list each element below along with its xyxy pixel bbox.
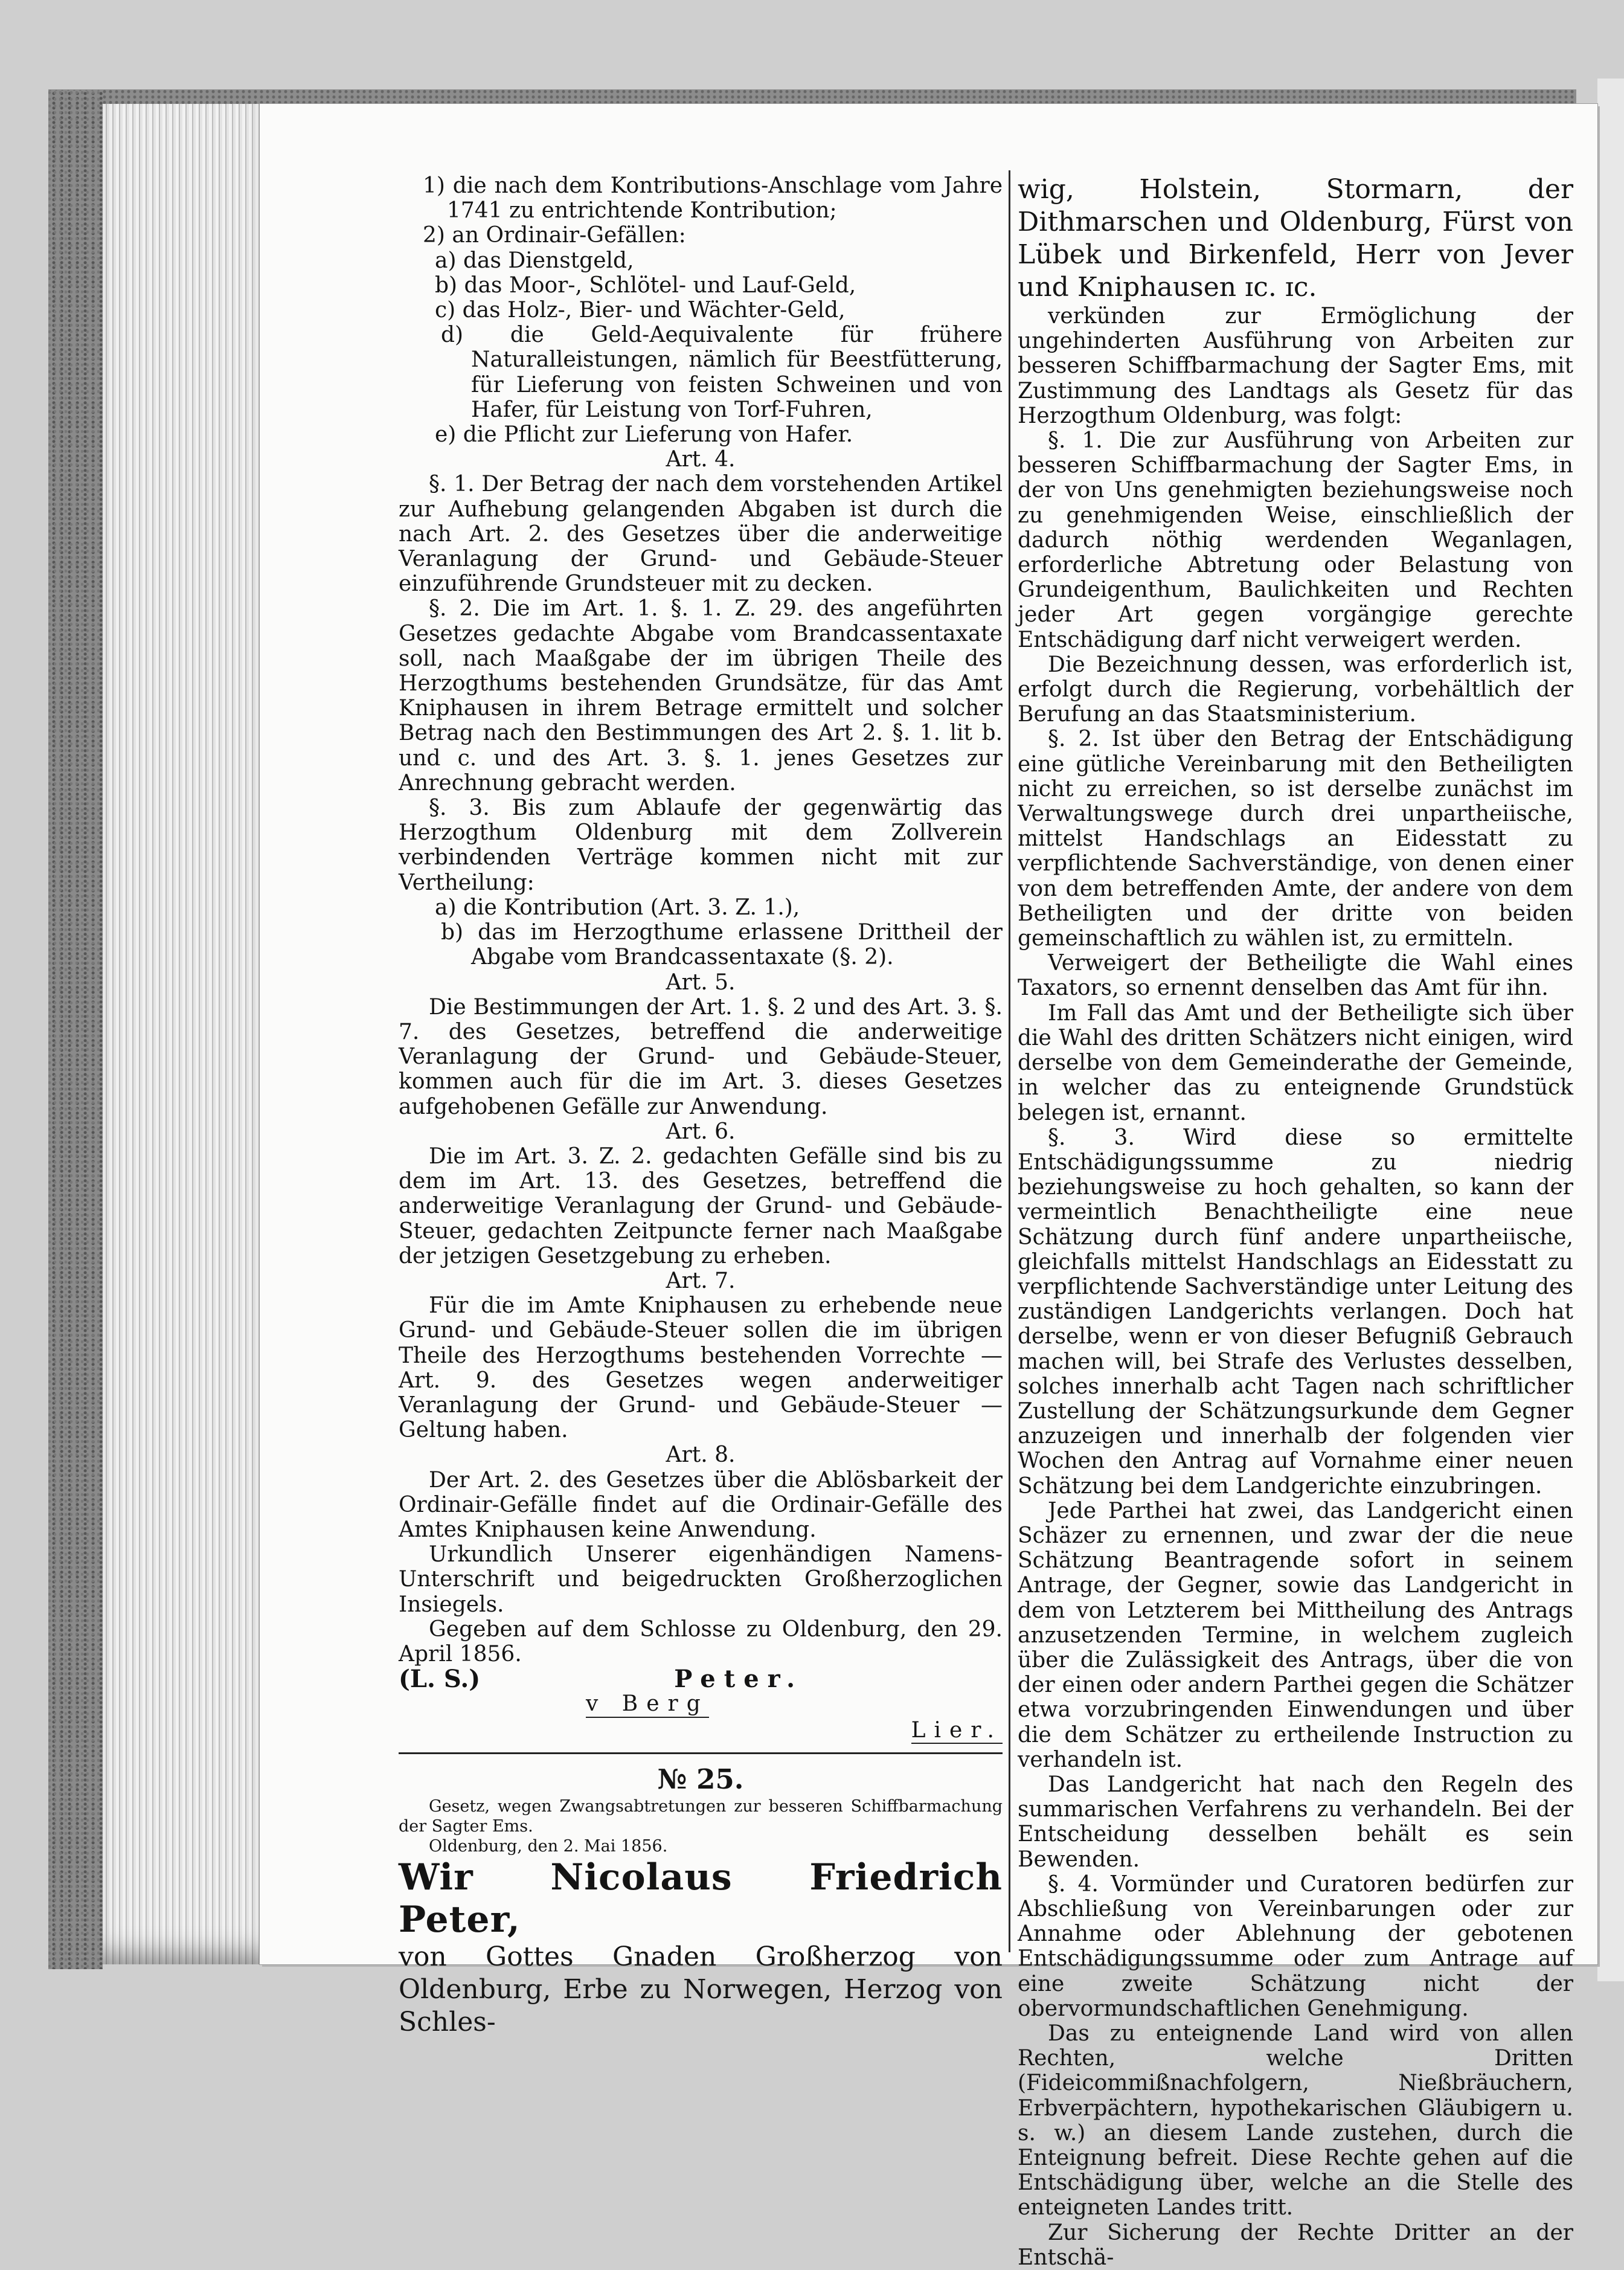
left-paragraph: b) das im Herzogthume erlassene Drittheil der Abgabe vom Brandcassentaxate (§. 2). (441, 920, 1003, 970)
left-paragraph: §. 3. Bis zum Ablaufe der gegenwärtig das Herzogthum Oldenburg mit dem Zollverein verbindenden Verträge kommen nicht mit zur Vertheilung: (399, 796, 1003, 895)
left-paragraph: a) das Dienstgeld, (435, 248, 634, 273)
left-paragraph: Art. 6. (666, 1119, 736, 1144)
right-column (1018, 173, 1573, 2270)
left-paragraph: Für die im Amte Kniphausen zu erhebende neue Grund- und Gebäude-Steuer sollen die im übrigen Theile des Herzogthums bestehenden Vorrechte — Art. 9. des Gesetzes wegen anderweitiger Veranlagung der Grund- und Gebäude-Steuer — Geltung haben. (399, 1293, 1003, 1443)
right-heading: wig, Holstein, Stormarn, der Dithmarschen und Oldenburg, Fürst von Lübek und Birkenfeld, Herr von Jever und Kniphausen ɪc. ɪc. (1018, 174, 1573, 303)
right-paragraph: Das zu enteignende Land wird von allen Rechten, welche Dritten (Fideicommißnachfolgern, Nießbräuchern, Erbverpächtern, hypothekarischen Gläubigern u. s. w.) an diesem Lande zustehen, durch die Enteignung befreit. Diese Rechte gehen auf die Entschädigung über, welche an die Stelle des enteigneten Landes tritt. (1018, 2021, 1573, 2220)
left-paragraph: d) die Geld-Aequivalente für frühere Naturalleistungen, nämlich für Beestfütterung, für Lieferung von feisten Schweinen und von Hafer, für Leistung von Torf-Fuhren, (441, 323, 1003, 422)
left-paragraph: Art. 4. (666, 447, 736, 472)
left-paragraph: Die im Art. 3. Z. 2. gedachten Gefälle sind bis zu dem im Art. 13. des Gesetzes, betreffend die anderweitige Veranlagung der Grund- und Gebäude-Steuer, gedachten Zeitpuncte ferner nach Maaßgabe der jetzigen Gesetzgebung zu erheben. (399, 1143, 1003, 1268)
law-description: Gesetz, wegen Zwangsabtretungen zur besseren Schiffbarmachung der Sagter Ems. (399, 1796, 1003, 1836)
countersign-b-line (399, 1718, 1003, 1744)
right-paragraphs (1018, 304, 1573, 2270)
seal-mark: (L. S.) (399, 1665, 481, 1694)
right-paragraph: §. 3. Wird diese so ermittelte Entschädigungssumme zu niedrig beziehungsweise zu hoch gehalten, so kann der vermeintlich Benachtheiligte eine neue Schätzung durch fünf andere unpartheiische, gleichfalls mittelst Handschlags an Eidesstatt zu verpflichtende Sachverständige unter Leitung des zuständigen Landgerichts verlangen. Doch hat derselbe, wenn er von dieser Befugniß Gebrauch machen will, bei Strafe des Verlustes desselben, solches innerhalb acht Tagen nach schriftlicher Zustellung der Schätzungsurkunde dem Gegner anzuzeigen und innerhalb der folgenden vier Wochen den Antrag auf Vornahme einer neuen Schätzung bei dem Landgerichte einzubringen. (1018, 1125, 1573, 1499)
law-date: Oldenburg, den 2. Mai 1856. (429, 1836, 668, 1856)
left-paragraph: a) die Kontribution (Art. 3. Z. 1.), (435, 895, 800, 920)
left-paragraph: 1) die nach dem Kontributions-Anschlage vom Jahre 1741 zu entrichtende Kontribution; (423, 173, 1003, 223)
right-paragraph: Verweigert der Betheiligte die Wahl eines Taxators, so ernennt denselben das Amt für ihn. (1018, 951, 1573, 1001)
page-edges (103, 104, 260, 1964)
left-paragraph: 2) an Ordinair-Gefällen: (423, 223, 686, 248)
countersign-a-line (538, 1691, 1003, 1717)
left-paragraph: §. 2. Die im Art. 1. §. 1. Z. 29. des angeführten Gesetzes gedachte Abgabe vom Brandcassentaxate soll, nach Maaßgabe der im übrigen Theile des Herzogthums bestehenden Grundsätze, für das Amt Kniphausen in ihrem Betrage ermittelt und solcher Betrag nach den Bestimmungen des Art 2. §. 1. lit b. und c. und des Art. 3. §. 1. jenes Gesetzes zur Anrechnung gebracht werden. (399, 596, 1003, 796)
left-paragraph: Gegeben auf dem Schlosse zu Oldenburg, den 29. April 1856. (399, 1616, 1003, 1667)
signature-name: Peter. (674, 1665, 803, 1694)
left-paragraph: Der Art. 2. des Gesetzes über die Ablösbarkeit der Ordinair-Gefälle findet auf die Ordinair-Gefälle des Amtes Kniphausen keine Anwendung. (399, 1467, 1003, 1542)
left-paragraph: e) die Pflicht zur Lieferung von Hafer. (435, 422, 853, 448)
signature-line (399, 1665, 1003, 1694)
left-paragraph: Urkundlich Unserer eigenhändigen Namens-Unterschrift und beigedruckten Großherzoglichen Insiegels. (399, 1542, 1003, 1617)
left-paragraph: §. 1. Der Betrag der nach dem vorstehenden Artikel zur Aufhebung gelangenden Abgaben ist durch die nach Art. 2. des Gesetzes über die anderweitige Veranlagung der Grund- und Gebäude-Steuer einzuführende Grundsteuer mit zu decken. (399, 472, 1003, 597)
section-rule (399, 1752, 1003, 1754)
right-paragraph: Jede Parthei hat zwei, das Landgericht einen Schäzer zu ernennen, und zwar der die neue Schätzung Beantragende sofort in seinem Antrage, der Gegner, sowie das Landgericht in dem von Letzterem bei Mittheilung des Antrags anzusetzenden Termine, in welchem zugleich über die Zulässigkeit des Antrags, über die von der einen oder andern Parthei gegen die Schätzer etwa vorzubringenden Einwendungen und über die dem Schätzer zu ertheilende Instruction zu verhandeln ist. (1018, 1498, 1573, 1772)
right-paragraph: Zur Sicherung der Rechte Dritter an der Entschä- (1018, 2220, 1573, 2270)
book-cover-left (48, 91, 103, 1969)
book-cover-top (48, 89, 1576, 104)
column-divider (1009, 170, 1010, 1952)
right-paragraph: §. 4. Vormünder und Curatoren bedürfen zur Abschließung von Vereinbarungen oder zur Annahme oder Ablehnung der gebotenen Entschädigungssumme oder zum Antrage auf eine zweite Schätzung nicht der obervormundschaftlichen Genehmigung. (1018, 1871, 1573, 2021)
right-paragraph: §. 2. Ist über den Betrag der Entschädigung eine gütliche Vereinbarung mit den Betheiligten nicht zu erreichen, so ist derselbe zunächst im Verwaltungswege durch drei unpartheiische, mittelst Handschlags an Eidesstatt zu verpflichtende Sachverständige, von denen einer von dem betreffenden Amte, der andere von dem Betheiligten und der dritte von beiden gemeinschaftlich zu wählen ist, zu ermitteln. (1018, 727, 1573, 951)
law-intro: von Gottes Gnaden Großherzog von Oldenburg, Erbe zu Norwegen, Herzog von Schles- (399, 1941, 1003, 2037)
law-number: № 25. (657, 1763, 744, 1795)
right-paragraph: Die Bezeichnung dessen, was erforderlich ist, erfolgt durch die Regierung, vorbehältlich der Berufung an das Staatsministerium. (1018, 652, 1573, 727)
right-paragraph: Das Landgericht hat nach den Regeln des summarischen Verfahrens zu verhandeln. Bei der Entscheidung desselben behält es sein Bewenden. (1018, 1772, 1573, 1872)
left-paragraph: Art. 7. (666, 1268, 736, 1293)
page-right-edge (1597, 79, 1624, 1981)
countersign-a: v Berg (586, 1691, 709, 1717)
left-paragraphs (399, 173, 1003, 1667)
left-paragraph: Art. 5. (666, 969, 736, 995)
left-paragraph: Die Bestimmungen der Art. 1. §. 2 und des Art. 3. §. 7. des Gesetzes, betreffend die anderweitige Veranlagung der Grund- und Gebäude-Steuer, kommen auch für die im Art. 3. dieses Gesetzes aufgehobenen Gefälle zur Anwendung. (399, 994, 1003, 1119)
left-paragraph: b) das Moor-, Schlötel- und Lauf-Geld, (435, 272, 856, 298)
left-paragraph: c) das Holz-, Bier- und Wächter-Geld, (435, 298, 846, 323)
countersign-b: Lier. (911, 1718, 1003, 1744)
right-paragraph: Im Fall das Amt und der Betheiligte sich über die Wahl des dritten Schätzers nicht einigen, wird derselbe von dem Gemeinderathe der Gemeinde, in welcher das zu enteignende Grundstück belegen ist, ernannt. (1018, 1000, 1573, 1125)
document-page (260, 104, 1597, 2270)
right-paragraph: §. 1. Die zur Ausführung von Arbeiten zur besseren Schiffbarmachung der Sagter Ems, in der von Uns genehmigten beziehungsweise noch zu genehmigenden Weise, einschließlich der dadurch nöthig werdenden Weganlagen, erforderliche Abtretung oder Belastung von Grundeigenthum, Baulichkeiten und Rechten jeder Art gegen vorgängige gerechte Entschädigung darf nicht verweigert werden. (1018, 428, 1573, 652)
law-title: Wir Nicolaus Friedrich Peter, (399, 1856, 1003, 1941)
left-paragraph: Art. 8. (666, 1442, 736, 1468)
right-paragraph: verkünden zur Ermöglichung der ungehinderten Ausführung von Arbeiten zur besseren Schiffbarmachung der Sagter Ems, mit Zustimmung des Landtags als Gesetz für das Herzogthum Oldenburg, was folgt: (1018, 304, 1573, 428)
left-column (399, 173, 1003, 2039)
